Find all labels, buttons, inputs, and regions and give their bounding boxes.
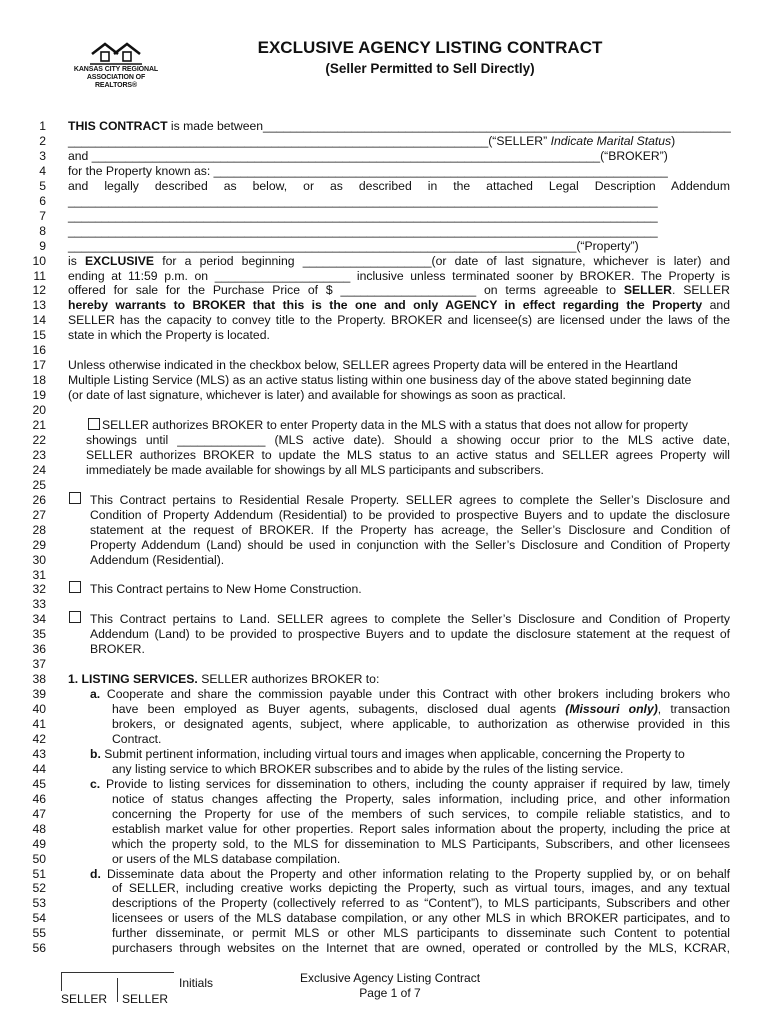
line-number: 25 — [32, 477, 46, 492]
contract-line — [30, 837, 730, 852]
line-text: Multiple Listing Service (MLS) as an active status listing within one business day of the above stated beginning date — [68, 373, 692, 388]
line-text: immediately be made available for showings by all MLS participants and subscribers. — [86, 462, 544, 477]
line-text: state in which the Property is located. — [68, 328, 270, 343]
line-number: 29 — [32, 537, 46, 552]
contract-line — [30, 313, 730, 328]
line-text: b. Submit pertinent information, including virtual tours and images when applicable, concerning the Property to — [90, 746, 685, 761]
contract-line — [30, 807, 730, 822]
line-text: Addendum (Residential). — [90, 552, 225, 567]
line-number: 18 — [32, 373, 46, 388]
contract-line — [30, 881, 730, 896]
contract-line — [30, 867, 730, 882]
line-text: for the Property known as: ___________________________________________________________________ — [68, 163, 668, 178]
line-number: 2 — [39, 133, 46, 148]
contract-line — [30, 164, 730, 179]
line-text: _______________________________________________________________________________________ — [68, 193, 658, 208]
contract-line — [30, 732, 730, 747]
residential-resale-checkbox[interactable] — [69, 492, 81, 504]
contract-line — [30, 657, 730, 672]
contract-line — [30, 448, 730, 463]
line-number: 16 — [32, 343, 46, 358]
line-number: 1 — [39, 119, 46, 133]
contract-line — [30, 478, 730, 493]
line-number: 36 — [32, 642, 46, 657]
line-number: 48 — [32, 821, 46, 836]
contract-line — [30, 179, 730, 194]
line-text: Unless otherwise indicated in the checkbox below, SELLER agrees Property data will be entered in the Heartland — [68, 358, 678, 373]
contract-line — [30, 568, 730, 583]
org-name-line1: KANSAS CITY REGIONAL — [73, 66, 159, 73]
contract-line — [30, 298, 730, 313]
line-text: (or date of last signature, whichever is later) and available for showings as soon as practical. — [68, 388, 566, 403]
line-number: 49 — [32, 836, 46, 851]
line-number: 10 — [32, 253, 46, 268]
org-name-line2: ASSOCIATION OF REALTORS® — [86, 74, 146, 89]
line-number: 44 — [32, 761, 46, 776]
mls-delay-checkbox[interactable] — [88, 418, 100, 430]
line-number: 35 — [32, 627, 46, 642]
contract-line — [30, 627, 730, 642]
line-text: notice of status changes affecting the Property, sales information, including price, and other information — [112, 791, 730, 806]
contract-line — [30, 224, 730, 239]
line-text: establish market value for other properties. Report sales information about the property, including the price at — [112, 821, 730, 836]
contract-line — [30, 433, 730, 448]
contract-line — [30, 777, 730, 792]
line-number: 21 — [32, 418, 46, 432]
line-text: This Contract pertains to Residential Resale Property. SELLER agrees to complete the Seller’s Disclosure and — [90, 492, 730, 507]
line-number: 34 — [32, 612, 46, 627]
line-text: Contract. — [112, 731, 162, 746]
line-number: 22 — [32, 432, 46, 447]
contract-line — [30, 269, 730, 284]
contract-line — [30, 149, 730, 164]
contract-line — [30, 672, 730, 687]
line-text: have been employed as Buyer agents, subagents, disclosed dual agents (Missouri only), transaction — [112, 702, 730, 717]
contract-line — [30, 283, 730, 298]
line-text: which the property sold, to the MLS for dissemination to MLS Participants, Subscribers, and other licensees — [112, 836, 730, 851]
contract-line — [30, 538, 730, 553]
document-title: EXCLUSIVE AGENCY LISTING CONTRACT — [257, 38, 603, 57]
contract-line — [30, 553, 730, 568]
line-text: SELLER authorizes BROKER to update the MLS status to an active status and SELLER agrees Property will — [86, 447, 730, 462]
line-number: 11 — [33, 268, 46, 283]
line-number: 42 — [32, 731, 46, 746]
line-number: 9 — [39, 238, 46, 253]
line-number: 15 — [32, 328, 46, 343]
line-number: 33 — [32, 597, 46, 612]
line-number: 28 — [32, 522, 46, 537]
line-number: 47 — [32, 806, 46, 821]
footer-doc-name: Exclusive Agency Listing Contract — [299, 971, 481, 985]
line-text: brokers, or designated agents, subject, where applicable, to authorization as otherwise provided in this — [112, 717, 730, 731]
initials-label: Initials — [179, 976, 214, 990]
line-text: Property Addendum (Land) should be used in conjunction with the Seller’s Disclosure and Condition of Property — [90, 537, 730, 552]
line-number: 56 — [32, 941, 46, 956]
line-number: 46 — [32, 791, 46, 806]
line-text: c. Provide to listing services for dissemination to others, including the county appraiser if required by law, timely — [90, 776, 730, 791]
line-text: Addendum (Land) to be provided to prospective Buyers and to update the disclosure statement at the request of — [90, 627, 730, 642]
contract-line — [30, 493, 730, 508]
line-number: 13 — [32, 298, 46, 313]
contract-line — [30, 582, 730, 597]
line-text: statement at the request of BROKER. If the Property has acreage, the Seller’s Disclosure and Condition of — [90, 522, 730, 537]
line-text: ______________________________________________________________(“SELLER” Indicate Marital Status) — [68, 133, 676, 148]
line-text: SELLER authorizes BROKER to enter Property data in the MLS with a status that does not allow for property — [102, 418, 688, 432]
line-number: 32 — [32, 582, 46, 597]
line-number: 31 — [32, 567, 46, 582]
contract-line — [30, 508, 730, 523]
line-number: 20 — [32, 403, 46, 418]
line-number: 55 — [32, 926, 46, 941]
line-number: 30 — [32, 552, 46, 567]
contract-line — [30, 792, 730, 807]
contract-line — [30, 119, 730, 134]
contract-line — [30, 642, 730, 657]
contract-line — [30, 702, 730, 717]
line-number: 5 — [39, 178, 46, 193]
contract-line — [30, 896, 730, 911]
line-number: 53 — [32, 896, 46, 911]
line-number: 38 — [32, 672, 46, 687]
line-text: any listing service to which BROKER subscribes and to abide by the rules of the listing service. — [112, 761, 624, 776]
contract-line — [30, 194, 730, 209]
line-number: 17 — [32, 358, 46, 373]
line-number: 40 — [32, 702, 46, 717]
line-number: 51 — [32, 866, 46, 881]
line-text: This Contract pertains to New Home Construction. — [90, 582, 362, 597]
line-text: purchasers through websites on the Internet that are owned, operated or controlled by the MLS, KCRAR, — [112, 941, 730, 956]
contract-line — [30, 343, 730, 358]
line-text: is EXCLUSIVE for a period beginning ___________________(or date of last signature, whichever is later) and — [68, 253, 730, 268]
line-text: ending at 11:59 p.m. on ____________________ inclusive unless terminated sooner by BROKER. The Property is — [68, 268, 730, 283]
contract-line — [30, 239, 730, 254]
new-construction-checkbox[interactable] — [69, 581, 81, 593]
line-number: 24 — [32, 462, 46, 477]
contract-line — [30, 687, 730, 702]
line-text: 1. LISTING SERVICES. SELLER authorizes BROKER to: — [68, 672, 380, 687]
contract-line — [30, 941, 730, 956]
document-subtitle: (Seller Permitted to Sell Directly) — [325, 61, 535, 76]
line-text: Condition of Property Addendum (Residential) to be provided to prospective Buyers and to update the disclosure — [90, 507, 730, 522]
seller-initial-label-2: SELLER — [122, 992, 169, 1006]
line-number: 3 — [39, 148, 46, 163]
contract-line — [30, 822, 730, 837]
line-text: _______________________________________________________________________________________ — [68, 208, 658, 223]
contract-line — [30, 388, 730, 403]
line-text: d. Disseminate data about the Property and other information relating to the Property supplied by, or on behalf — [90, 866, 730, 881]
line-number: 54 — [32, 911, 46, 926]
line-text: hereby warrants to BROKER that this is the one and only AGENCY in effect regarding the Property and — [68, 298, 730, 313]
line-number: 41 — [32, 717, 46, 731]
line-text: descriptions of the Property (collectively referred to as “Content”), to MLS participants, Subscribers and other — [112, 896, 730, 911]
line-text: BROKER. — [90, 642, 145, 657]
line-text: This Contract pertains to Land. SELLER agrees to complete the Seller’s Disclosure and Condition of Property — [90, 612, 730, 627]
land-checkbox[interactable] — [69, 611, 81, 623]
line-text: offered for sale for the Purchase Price of $ ____________________ on terms agreeable to SELLER. SELLER — [68, 283, 730, 298]
line-text: or users of the MLS database compilation. — [112, 851, 341, 866]
contract-line — [30, 717, 730, 732]
line-text: of SELLER, including creative works depicting the Property, such as virtual tours, images, and any textual — [112, 881, 730, 896]
contract-line — [30, 926, 730, 941]
contract-line — [30, 597, 730, 612]
line-text: licensees or users of the MLS database compilation, or any other MLS in which BROKER participates, and to — [112, 911, 730, 926]
line-number: 45 — [32, 776, 46, 791]
contract-line — [30, 852, 730, 867]
contract-line — [30, 523, 730, 538]
contract-line — [30, 403, 730, 418]
contract-line — [30, 418, 730, 433]
line-number: 8 — [39, 223, 46, 238]
contract-line — [30, 463, 730, 478]
line-text: a. Cooperate and share the commission payable under this Contract with other brokers including brokers who — [90, 687, 730, 702]
line-text: SELLER has the capacity to convey title to the Property. BROKER and licensee(s) are licensed under the laws of the — [68, 313, 730, 328]
contract-line — [30, 134, 730, 149]
line-text: further disseminate, or permit MLS or other MLS participants to disseminate such Content to potential — [112, 926, 730, 941]
line-number: 27 — [32, 507, 46, 522]
line-number: 52 — [32, 881, 46, 896]
line-text: _______________________________________________________________________________________ — [68, 223, 658, 238]
contract-line — [30, 911, 730, 926]
line-number: 19 — [32, 388, 46, 403]
contract-line — [30, 373, 730, 388]
contract-line — [30, 328, 730, 343]
line-number: 6 — [39, 193, 46, 208]
contract-line — [30, 358, 730, 373]
contract-line — [30, 612, 730, 627]
contract-line — [30, 762, 730, 777]
seller-initial-label-1: SELLER — [61, 992, 108, 1006]
line-number: 4 — [39, 163, 46, 178]
line-number: 26 — [32, 492, 46, 507]
line-number: 43 — [32, 746, 46, 761]
line-number: 50 — [32, 851, 46, 866]
line-text: showings until _____________ (MLS active date). Should a showing occur prior to the MLS active date, — [86, 432, 730, 447]
initials-divider — [117, 978, 118, 1002]
page-number: Page 1 of 7 — [359, 986, 421, 1000]
line-text: and legally described as below, or as described in the attached Legal Description Addendum — [68, 178, 730, 193]
line-text: concerning the Property for use of the members of such services, to compile reliable statistics, and to — [112, 806, 730, 821]
line-text: THIS CONTRACT is made between_____________________________________________________________________ — [68, 119, 731, 133]
line-number: 23 — [32, 447, 46, 462]
line-text: and ___________________________________________________________________________(“BROKER”) — [68, 148, 668, 163]
contract-line — [30, 209, 730, 224]
line-number: 39 — [32, 687, 46, 702]
line-number: 7 — [39, 208, 46, 223]
line-number: 37 — [32, 657, 46, 672]
contract-line — [30, 254, 730, 269]
line-text: ___________________________________________________________________________(“Property”) — [68, 238, 639, 253]
contract-line — [30, 747, 730, 762]
line-number: 12 — [32, 283, 46, 298]
line-number: 14 — [32, 313, 46, 328]
